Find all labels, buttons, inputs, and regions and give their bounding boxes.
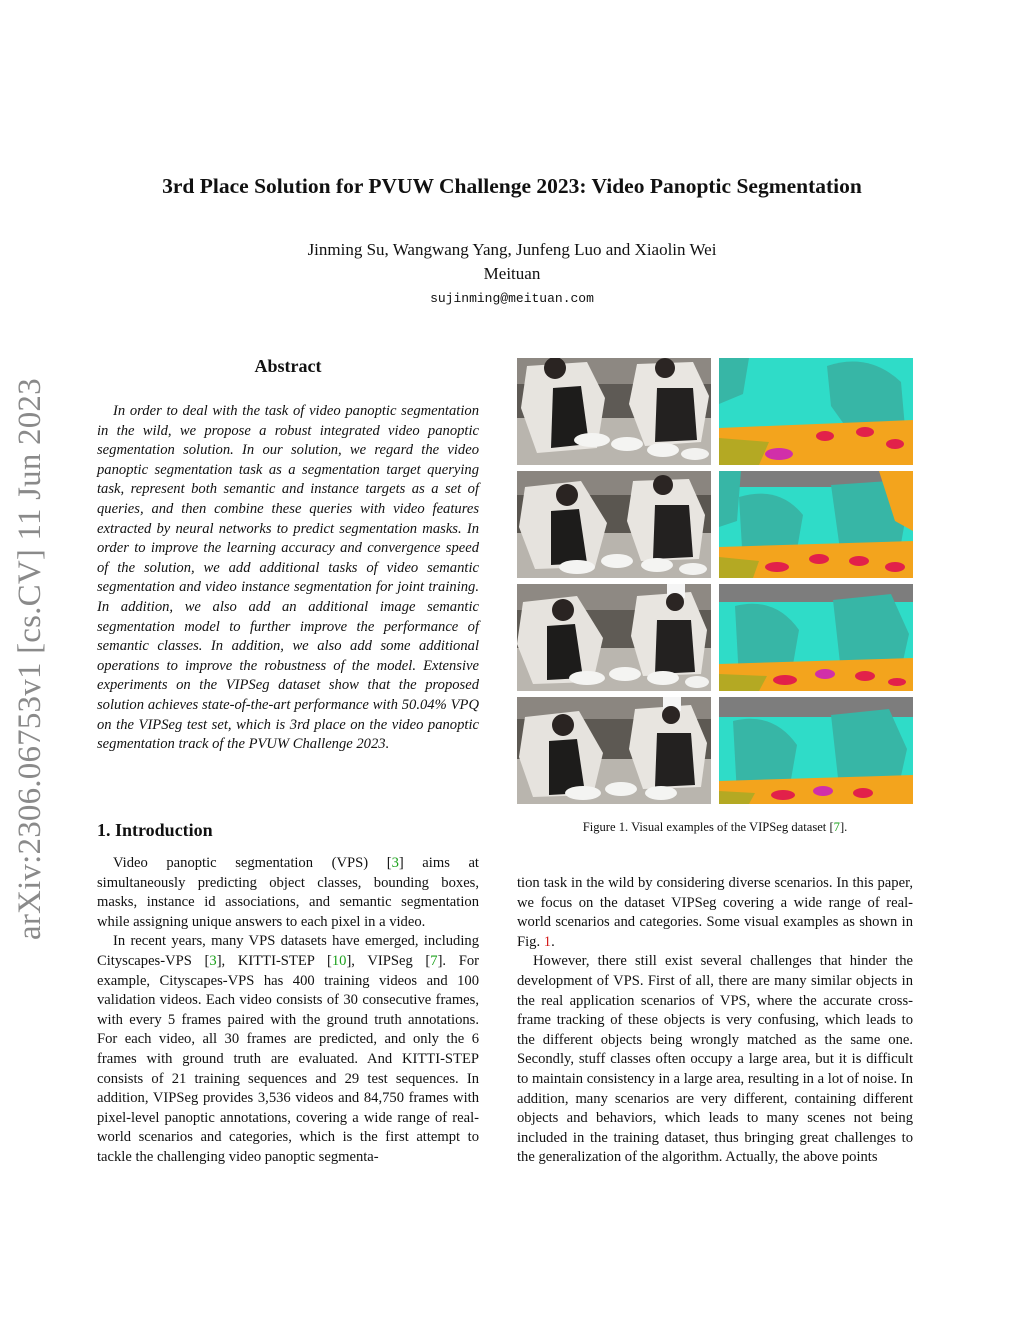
figure-1 [517, 358, 913, 804]
text-run: ], VIPSeg [ [346, 952, 431, 969]
figure-1-caption [517, 820, 913, 835]
right-column-text [517, 874, 913, 1168]
text-run: . [551, 933, 555, 950]
segmentation-frame-2 [719, 471, 913, 578]
segmentation-frame-3 [719, 584, 913, 691]
figure-reference-link[interactable]: 1 [543, 933, 552, 950]
intro-paragraph-4: However, there still exist several challenges that hinder the development of VPS. First of all, there are many similar objects in the real application scenarios of VPS, where the accurate cross-frame tracking of these objects is very confusing, which leads to the different objects being wrongly matched as the same one. Secondly, stuff classes often occupy a large area, but it is difficult to maintain consistency in a large area, resulting in a lot of noise. In addition, many scenarios are very different, containing different objects and behaviors, which leads to many scenes not being included in the training dataset, thus bringing great challenges to the generalization of the algorithm. Actually, the above points [517, 953, 913, 1166]
intro-paragraph-3 [517, 874, 913, 952]
segmentation-frame-3-mask [719, 584, 913, 691]
segmentation-frame-1-mask [719, 358, 913, 465]
citation-link[interactable]: 7 [833, 820, 840, 834]
segmentation-frame-4-mask [719, 697, 913, 804]
citation-link[interactable]: 3 [391, 855, 399, 871]
text-run: Figure 1. Visual examples of the VIPSeg dataset [ [582, 820, 834, 834]
text-run: ]. For example, Cityscapes-VPS has 400 training videos and 100 validation videos. Each video consists of 30 consecutive frames, with every 5 frames paired with the ground truth annotations. For each video, all 30 frames are predicted, and only the 6 frames with ground truth are evaluated. And KITTI-STEP consists of 21 training sequences and 29 test sequences. In addition, VIPSeg provides 3,536 videos and 84,750 frames with pixel-level panoptic annotations, covering a wide range of real-world scenarios and categories, which is the first attempt to tackle the challenging video panoptic segmenta- [97, 952, 480, 1165]
intro-paragraph-2 [97, 932, 479, 1167]
photo-frame-3 [517, 584, 711, 691]
paper-title: 3rd Place Solution for PVUW Challenge 2023: Video Panoptic Segmentation [162, 174, 862, 198]
text-run: Video panoptic segmentation (VPS) [ [113, 855, 392, 871]
segmentation-frame-4 [719, 697, 913, 804]
photo-frame-4 [517, 697, 711, 804]
text-run: tion task in the wild by considering diverse scenarios. In this paper, we focus on the dataset VIPSeg covering a wide range of real-world scenarios and categories. Some visual examples as shown in Fig. [517, 875, 913, 950]
introduction-heading: 1. Introduction [97, 820, 213, 840]
photo-frame-2-image [517, 471, 711, 578]
text-run: ] aims at simultaneously predicting object classes, bounding boxes, masks, instance id associations, and semantic segmentation while assigning unique answers to each pixel in a video. [97, 855, 479, 930]
intro-paragraph-1 [97, 854, 479, 932]
affiliation: Meituan [483, 264, 541, 283]
photo-frame-1-image [517, 358, 711, 465]
text-run: ]. [839, 820, 848, 834]
citation-link[interactable]: 7 [430, 952, 438, 969]
segmentation-frame-1 [719, 358, 913, 465]
citation-link[interactable]: 10 [331, 952, 347, 969]
abstract-heading: Abstract [254, 356, 322, 376]
photo-frame-3-image [517, 584, 711, 691]
author-list: Jinming Su, Wangwang Yang, Junfeng Luo and Xiaolin Wei [307, 240, 717, 259]
photo-frame-4-image [517, 697, 711, 804]
segmentation-frame-2-mask [719, 471, 913, 578]
text-run: In recent years, many VPS datasets have emerged, including Cityscapes-VPS [ [97, 933, 479, 969]
text-run: ], KITTI-STEP [ [216, 952, 332, 969]
contact-email: sujinming@meituan.com [430, 291, 594, 306]
abstract-body: In order to deal with the task of video panoptic segmentation in the wild, we propose a robust integrated video panoptic segmentation solution. In our solution, we regard the video panoptic segmentation task as a segmentation target querying task, represent both semantic and instance targets as a set of queries, and then combine these queries with video features extracted by neural networks to predict segmentation masks. In order to improve the learning accuracy and convergence speed of the solution, we add additional tasks of video semantic segmentation and video instance segmentation for joint training. In addition, we also add an additional image semantic segmentation model to further improve the performance of semantic classes. In addition, we also add some additional operations to improve the robustness of the model. Extensive experiments on the VIPSeg dataset show that the proposed solution achieves state-of-the-art performance with 50.04% VPQ on the VIPSeg test set, which is 3rd place on the video panoptic segmentation track of the PVUW Challenge 2023. [97, 403, 479, 753]
left-column-text [97, 854, 479, 1168]
photo-frame-2 [517, 471, 711, 578]
photo-frame-1 [517, 358, 711, 465]
citation-link[interactable]: 3 [209, 952, 217, 969]
arxiv-identifier: arXiv:2306.06753v1 [cs.CV] 11 Jun 2023 [12, 378, 48, 940]
